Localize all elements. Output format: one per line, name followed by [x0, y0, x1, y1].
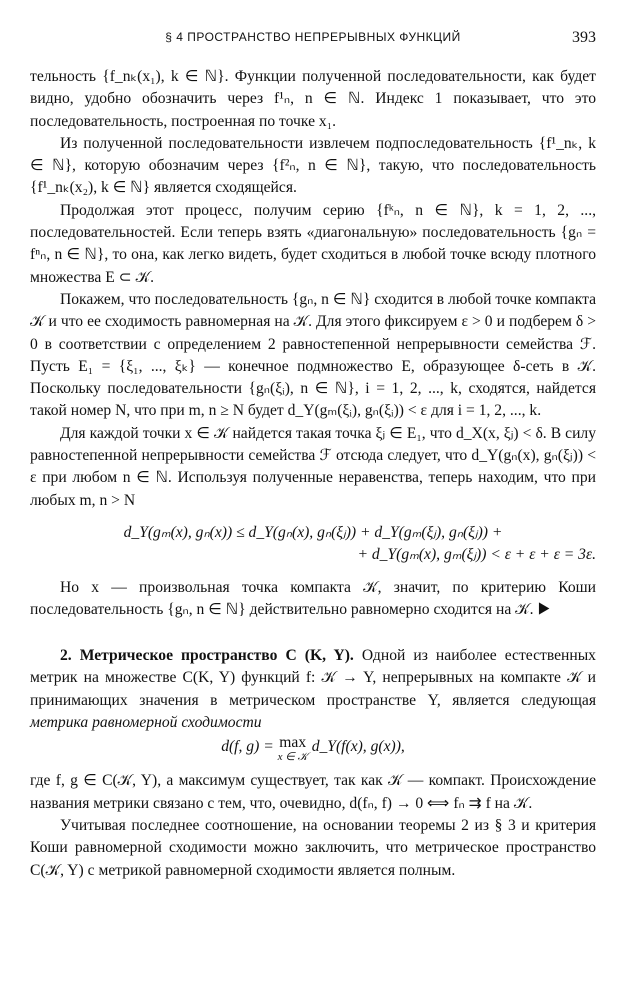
metric-rhs: d_Y(f(x), g(x)),: [307, 738, 405, 756]
formula-line-1: d_Y(gₘ(x), gₙ(x)) ≤ d_Y(gₙ(x), gₙ(ξⱼ)) + d_Y(gₘ(ξⱼ), gₙ(ξⱼ)) +: [123, 523, 503, 541]
paragraph-final: Учитывая последнее соотношение, на основании теоремы 2 из § 3 и критерия Коши равномерной сходимости можно заключить, что метрическое пространство C(𝒦, Y) с метрикой равномерной сходимости является полным.: [30, 816, 596, 879]
paragraph-1: тельность {f_nₖ(x₁), k ∈ ℕ}. Функции полученной последовательности, как будет видно, удобно обозначить через f¹ₙ, n ∈ ℕ. Индекс 1 показывает, что это последовательность, построенная по точке x₁.: [30, 68, 596, 130]
paragraph-4: Покажем, что последовательность {gₙ, n ∈ ℕ} сходится в любой точке компакта 𝒦 и что ее сходимость равномерная на 𝒦. Для этого фиксируем ε > 0 и подберем δ > 0 в соответствии с определением 2 равностепенной непрерывности семейства ℱ. Пусть E₁ = {ξ₁, ..., ξₖ} — конечное подмножество E, образующее δ-сеть в 𝒦. Поскольку последовательности {gₙ(ξᵢ), n ∈ ℕ}, i = 1, 2, ..., k, сходятся, найдется такой номер N, что при m, n ≥ N будет d_Y(gₘ(ξᵢ), gₙ(ξᵢ)) < ε для i = 1, 2, ..., k.: [30, 290, 596, 420]
section-term: метрика равномерной сходимости: [30, 714, 262, 732]
formula-line-2: + d_Y(gₘ(x), gₘ(ξⱼ)) < ε + ε + ε = 3ε.: [357, 546, 596, 564]
section-intro: Одной из наиболее естественных метрик на множестве C(K, Y) функций f: 𝒦 → Y, непрерывных на компакте 𝒦 и принимающих значения в метрическом пространстве Y, является следующая: [30, 647, 596, 709]
section-gap: [30, 621, 596, 645]
page-header: [30, 30, 596, 50]
section-heading: 2. Метрическое пространство C (K, Y).: [60, 647, 354, 665]
section-paragraph: [30, 645, 596, 734]
page-body: [30, 66, 596, 882]
metric-max-op: max: [279, 734, 307, 752]
running-head: § 4 ПРОСТРАНСТВО НЕПРЕРЫВНЫХ ФУНКЦИЙ: [165, 30, 461, 44]
paragraph-conclusion: Но x — произвольная точка компакта 𝒦, значит, по критерию Коши последовательность {gₙ, n ∈ ℕ} действительно равномерно сходится на 𝒦. ▶: [30, 578, 596, 618]
page-number: 393: [572, 29, 596, 46]
paragraph-3: Продолжая этот процесс, получим серию {fᵏₙ, n ∈ ℕ}, k = 1, 2, ..., последовательностей. Если теперь взять «диагональную» последовательность {gₙ = fⁿₙ, n ∈ ℕ}, то она, как легко видеть, будет сходиться в любой точке всюду плотного множества E ⊂ 𝒦.: [30, 201, 596, 286]
metric-lhs: d(f, g) =: [221, 738, 278, 756]
metric-max-sub: x ∈ 𝒦: [277, 751, 308, 764]
paragraph-5: Для каждой точки x ∈ 𝒦 найдется такая точка ξⱼ ∈ E₁, что d_X(x, ξⱼ) < δ. В силу равностепенной непрерывности семейства ℱ отсюда следует, что d_Y(gₙ(x), gₙ(ξⱼ)) < ε при любом n ∈ ℕ. Используя полученные неравенства, теперь находим, что при любых m, n > N: [30, 424, 596, 509]
paragraph-2: Из полученной последовательности извлечем подпоследовательность {f¹_nₖ, k ∈ ℕ}, которую обозначим через {f²ₙ, n ∈ ℕ}, такую, что последовательность {f¹_nₖ(x₂), k ∈ ℕ} является сходящейся.: [30, 134, 596, 197]
paragraph-after-metric: где f, g ∈ C(𝒦, Y), а максимум существует, так как 𝒦 — компакт. Происхождение названия метрики связано с тем, что, очевидно, d(fₙ, f) → 0 ⟺ fₙ ⇉ f на 𝒦.: [30, 772, 596, 812]
metric-formula: [30, 736, 596, 764]
metric-max: [278, 736, 308, 764]
